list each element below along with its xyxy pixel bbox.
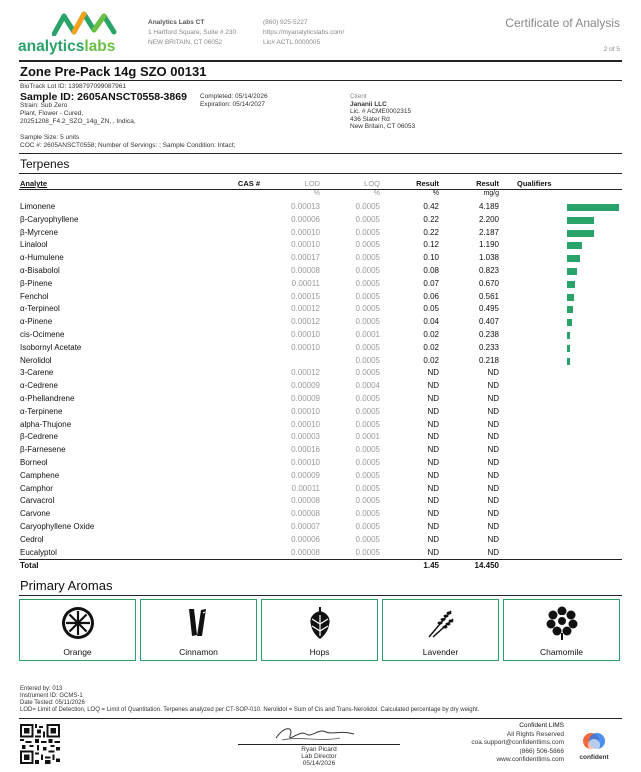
table-row [19, 419, 622, 432]
cell-result-mg: ND [487, 381, 499, 391]
header-lod: LOD [304, 179, 320, 188]
cell-loq: 0.0005 [355, 317, 380, 327]
signer-date: 05/14/2026 [302, 760, 336, 767]
aroma-label: Hops [309, 647, 330, 657]
cell-lod: 0.00012 [291, 368, 320, 378]
footer-divider [19, 718, 622, 719]
cell-result-pct: 0.12 [423, 240, 439, 250]
cell-loq: 0.0005 [355, 227, 380, 237]
cell-lod: 0.00008 [291, 547, 320, 557]
cell-result-mg: ND [487, 445, 499, 455]
cell-result-pct: ND [427, 521, 439, 531]
aroma-card-cinnamon [140, 599, 257, 661]
sample-conditions [20, 134, 235, 150]
qualifier-bar [567, 204, 619, 211]
total-mg: 14.450 [474, 561, 499, 571]
cell-result-mg: 0.233 [478, 342, 499, 352]
confident-logo [572, 730, 616, 764]
cell-result-pct: ND [427, 432, 439, 442]
unit-result-pct: % [432, 190, 439, 197]
qualifier-bar [567, 281, 575, 288]
cell-result-pct: ND [427, 534, 439, 544]
cell-result-pct: ND [427, 470, 439, 480]
header-result-mg: Result [476, 179, 499, 188]
cell-result-mg: 1.038 [478, 253, 499, 263]
qualifier-bar [567, 358, 570, 365]
cell-result-pct: ND [427, 547, 439, 557]
cell-loq: 0.0001 [355, 329, 380, 339]
cell-lod: 0.00009 [291, 393, 320, 403]
cell-lod: 0.00008 [291, 496, 320, 506]
cell-lod: 0.00010 [291, 240, 320, 250]
terpenes-table [19, 179, 622, 572]
cell-result-mg: ND [487, 509, 499, 519]
cell-loq: 0.0005 [355, 406, 380, 416]
confident-logo-icon [572, 730, 616, 754]
cell-loq: 0.0005 [355, 291, 380, 301]
cell-analyte: Borneol [20, 457, 48, 467]
cell-result-pct: 0.07 [423, 278, 439, 288]
cell-loq: 0.0005 [355, 278, 380, 288]
table-row [19, 316, 622, 329]
cell-loq: 0.0005 [355, 457, 380, 467]
cell-loq: 0.0005 [355, 470, 380, 480]
cell-result-mg: ND [487, 406, 499, 416]
client-address-2: New Britain, CT 06053 [350, 123, 416, 130]
aroma-card-chamomile [503, 599, 620, 661]
cell-result-mg: ND [487, 393, 499, 403]
test-dates [200, 93, 268, 109]
signer-block [238, 746, 400, 767]
cell-lod: 0.00011 [291, 278, 320, 288]
lims-phone: (866) 506-5866 [519, 747, 564, 755]
cell-loq: 0.0005 [355, 419, 380, 429]
expiration-date: Expiration: 05/14/2027 [200, 101, 266, 108]
cell-result-mg: 0.670 [478, 278, 499, 288]
cell-lod: 0.00009 [291, 470, 320, 480]
table-row [19, 291, 622, 304]
cell-loq: 0.0005 [355, 445, 380, 455]
cell-analyte: cis-Ocimene [20, 329, 65, 339]
table-row [19, 265, 622, 278]
cell-result-pct: ND [427, 496, 439, 506]
cell-result-mg: ND [487, 547, 499, 557]
section-divider [19, 153, 622, 154]
cell-result-mg: 0.823 [478, 265, 499, 275]
strain: Strain: Sub Zero [20, 102, 68, 109]
cell-result-pct: ND [427, 483, 439, 493]
cell-lod: 0.00010 [291, 457, 320, 467]
cell-result-mg: ND [487, 483, 499, 493]
terpenes-table-header [19, 179, 622, 190]
cell-analyte: Fenchol [20, 291, 49, 301]
qualifier-bar [567, 268, 577, 275]
lims-info [440, 722, 564, 765]
cell-result-pct: ND [427, 406, 439, 416]
qualifier-bar [567, 306, 573, 313]
aromas-section-title: Primary Aromas [20, 578, 113, 593]
sample-id: Sample ID: 2605ANSCT0558-3869 [20, 91, 187, 103]
cell-loq: 0.0001 [355, 432, 380, 442]
total-label: Total [20, 561, 39, 571]
coc-info: COC #: 2605ANSCT0558; Number of Servings: ; Sample Condition: Intact; [20, 142, 236, 149]
terpenes-title-underline [19, 173, 622, 174]
cell-loq: 0.0005 [355, 547, 380, 557]
cell-lod: 0.00009 [291, 381, 320, 391]
table-row [19, 393, 622, 406]
cell-analyte: β-Cedrene [20, 432, 58, 442]
cell-result-pct: ND [427, 509, 439, 519]
cell-result-pct: 0.06 [423, 291, 439, 301]
cell-result-mg: ND [487, 496, 499, 506]
lims-website-link[interactable]: www.confidentlims.com [496, 756, 564, 763]
cell-result-mg: 1.190 [478, 240, 499, 250]
cell-lod: 0.00010 [291, 342, 320, 352]
cell-result-mg: 2.187 [478, 227, 499, 237]
cell-result-pct: 0.04 [423, 317, 439, 327]
lab-name: Analytics Labs CT [148, 19, 205, 26]
cell-result-mg: 0.218 [478, 355, 499, 365]
table-row [19, 227, 622, 240]
qr-code-icon[interactable] [20, 724, 60, 764]
cell-result-pct: 0.02 [423, 342, 439, 352]
cell-lod: 0.00003 [291, 432, 320, 442]
cell-result-pct: 0.02 [423, 355, 439, 365]
cell-result-pct: 0.02 [423, 329, 439, 339]
cell-loq: 0.0005 [355, 509, 380, 519]
cell-lod: 0.00015 [291, 291, 320, 301]
lavender-icon [423, 605, 459, 641]
aroma-label: Lavender [422, 647, 459, 657]
aroma-card-orange [19, 599, 136, 661]
signature-icon [270, 722, 360, 746]
client-address-1: 436 Slater Rd [350, 115, 390, 123]
qualifier-bar [567, 217, 594, 224]
cell-result-mg: 2.200 [478, 214, 499, 224]
cell-analyte: α-Cedrene [20, 381, 58, 391]
table-row [19, 457, 622, 470]
lab-license: Lic# ACTL.0000005 [263, 39, 321, 46]
lims-rights: All Rights Reserved [506, 730, 564, 738]
product-type: Plant, Flower - Cured, [20, 110, 84, 117]
cell-result-pct: ND [427, 393, 439, 403]
cell-analyte: 3-Carene [20, 368, 54, 378]
cell-lod: 0.00010 [291, 419, 320, 429]
cinnamon-sticks-icon [181, 605, 217, 641]
cell-lod: 0.00011 [291, 483, 320, 493]
unit-loq: % [373, 190, 380, 197]
product-title: Zone Pre-Pack 14g SZO 00131 [20, 64, 207, 79]
qualifier-bar [567, 242, 582, 249]
cell-result-pct: 0.10 [423, 253, 439, 263]
cell-loq: 0.0005 [355, 240, 380, 250]
cell-analyte: Carvone [20, 509, 51, 519]
cell-analyte: Caryophyllene Oxide [20, 521, 95, 531]
cell-loq: 0.0005 [355, 304, 380, 314]
cell-result-mg: ND [487, 432, 499, 442]
table-row [19, 367, 622, 380]
cell-result-mg: ND [487, 368, 499, 378]
cell-analyte: α-Terpineol [20, 304, 60, 314]
cell-analyte: α-Terpinene [20, 406, 63, 416]
cell-result-mg: ND [487, 419, 499, 429]
date-tested: Date Tested: 05/11/2026 [20, 700, 85, 706]
qualifier-bar [567, 255, 580, 262]
qualifier-bar [567, 230, 594, 237]
cell-analyte: Eucalyptol [20, 547, 57, 557]
logo-text-analytics: analytics [18, 38, 85, 55]
cell-analyte: β-Farnesene [20, 445, 66, 455]
cell-lod: 0.00008 [291, 265, 320, 275]
table-row [19, 380, 622, 393]
client-info [350, 93, 415, 131]
cell-loq: 0.0005 [355, 265, 380, 275]
analytics-labs-logo [18, 10, 138, 60]
table-row [19, 547, 622, 560]
table-row [19, 252, 622, 265]
cell-lod: 0.00006 [291, 214, 320, 224]
cell-result-pct: 0.22 [423, 227, 439, 237]
lab-address-2: NEW BRITAIN, CT 06052 [148, 39, 223, 46]
table-row [19, 495, 622, 508]
cell-analyte: Nerolidol [20, 355, 52, 365]
cell-result-pct: 0.05 [423, 304, 439, 314]
lab-address-1: 1 Hartford Square, Suite # 230 [148, 29, 237, 36]
instrument-id: Instrument ID: GCMS-1 [20, 693, 83, 699]
cell-analyte: Camphor [20, 483, 53, 493]
cell-loq: 0.0005 [355, 214, 380, 224]
cell-result-pct: ND [427, 457, 439, 467]
table-row [19, 444, 622, 457]
cell-lod: 0.00010 [291, 227, 320, 237]
logo-text-labs: labs [84, 38, 116, 55]
cell-result-pct: ND [427, 445, 439, 455]
cell-lod: 0.00007 [291, 521, 320, 531]
cell-lod: 0.00017 [291, 253, 320, 263]
table-row [19, 521, 622, 534]
aroma-label: Chamomile [540, 647, 583, 657]
signer-title: Lab Director [301, 753, 337, 760]
cell-lod: 0.00012 [291, 317, 320, 327]
hops-icon [302, 605, 338, 641]
lims-email-link[interactable]: coa.support@confidentlims.com [471, 739, 564, 746]
cell-analyte: Camphene [20, 470, 60, 480]
cell-analyte: α-Humulene [20, 253, 64, 263]
lab-phone: (860) 925-5227 [263, 19, 308, 26]
cell-result-pct: ND [427, 419, 439, 429]
cell-loq: 0.0005 [355, 202, 380, 211]
cell-loq: 0.0005 [355, 483, 380, 493]
signature-line [238, 744, 400, 745]
completed-date: Completed: 05/14/2026 [200, 93, 268, 100]
header-divider [19, 60, 622, 62]
cell-analyte: Carvacrol [20, 496, 55, 506]
table-row [19, 239, 622, 252]
client-name: Jananii LLC [350, 100, 387, 108]
client-license: Lic. # ACME0002315 [350, 108, 412, 115]
table-row [19, 431, 622, 444]
cell-result-pct: 0.42 [423, 202, 439, 211]
cell-result-mg: 0.561 [478, 291, 499, 301]
lab-contact [263, 18, 344, 48]
table-row [19, 342, 622, 355]
cell-analyte: β-Pinene [20, 278, 53, 288]
cell-lod: 0.00010 [291, 329, 320, 339]
table-row [19, 201, 622, 214]
terpenes-total-row [19, 559, 622, 572]
header-result-pct: Result [416, 179, 439, 188]
signer-name: Ryan Picard [301, 746, 337, 753]
header-analyte: Analyte [20, 179, 48, 188]
chamomile-flower-icon [544, 605, 580, 641]
footer-notes [20, 686, 479, 714]
cell-result-mg: 0.407 [478, 317, 499, 327]
biotrack-lot-id: BioTrack Lot ID: 1398797099087961 [20, 83, 127, 90]
table-row [19, 303, 622, 316]
cell-lod: 0.00012 [291, 304, 320, 314]
cell-loq: 0.0005 [355, 342, 380, 352]
table-row [19, 508, 622, 521]
page-number: 2 of 5 [603, 46, 620, 53]
cell-analyte: alpha-Thujone [20, 419, 72, 429]
cell-analyte: β-Myrcene [20, 227, 58, 237]
cell-result-mg: ND [487, 470, 499, 480]
cell-analyte: Isobornyl Acetate [20, 342, 82, 352]
lab-info [148, 18, 236, 48]
sample-size: Sample Size: 5 units [20, 134, 80, 141]
cell-loq: 0.0004 [355, 381, 380, 391]
cell-lod: 0.00006 [291, 534, 320, 544]
aromas-grid [19, 599, 622, 661]
cell-analyte: Cedrol [20, 534, 44, 544]
cell-lod: 0.00013 [291, 202, 320, 211]
header-qualifiers: Qualifiers [517, 179, 552, 188]
aroma-card-hops [261, 599, 378, 661]
cell-loq: 0.0005 [355, 521, 380, 531]
cell-result-mg: 0.495 [478, 304, 499, 314]
table-row [19, 329, 622, 342]
qualifier-bar [567, 294, 574, 301]
document-title: Certificate of Analysis [505, 16, 620, 30]
confident-logo-text: confident [579, 754, 609, 761]
lab-website-link[interactable]: https://myanalyticslabs.com/ [263, 29, 345, 36]
cell-analyte: α-Pinene [20, 317, 53, 327]
unit-lod: % [313, 190, 320, 197]
aroma-card-lavender [382, 599, 499, 661]
table-row [19, 483, 622, 496]
table-row [19, 470, 622, 483]
table-row [19, 278, 622, 291]
cell-result-mg: 4.189 [478, 202, 499, 211]
logo-mark-icon [52, 10, 122, 36]
cell-result-mg: 0.238 [478, 329, 499, 339]
aroma-label: Cinnamon [179, 647, 218, 657]
cell-result-pct: 0.08 [423, 265, 439, 275]
cell-analyte: Limonene [20, 202, 56, 211]
cell-result-mg: ND [487, 534, 499, 544]
entered-by: Entered by: 013 [20, 686, 63, 692]
cell-result-mg: ND [487, 521, 499, 531]
table-row [19, 355, 622, 368]
cell-loq: 0.0005 [355, 496, 380, 506]
cell-loq: 0.0005 [355, 393, 380, 403]
cell-analyte: α-Bisabolol [20, 265, 60, 275]
cell-loq: 0.0005 [355, 355, 380, 365]
product-divider [19, 80, 622, 81]
client-label: Client [350, 93, 367, 100]
qualifier-bar [567, 319, 572, 326]
table-row [19, 406, 622, 419]
table-row [19, 534, 622, 547]
cell-result-mg: ND [487, 457, 499, 467]
cell-loq: 0.0005 [355, 368, 380, 378]
aroma-label: Orange [63, 647, 92, 657]
product-details [20, 102, 136, 126]
cell-analyte: Linalool [20, 240, 48, 250]
terpenes-table-body [19, 201, 622, 559]
cell-result-pct: ND [427, 368, 439, 378]
terpenes-units-row [19, 190, 622, 201]
cell-loq: 0.0005 [355, 534, 380, 544]
cell-loq: 0.0005 [355, 253, 380, 263]
cell-result-pct: 0.22 [423, 214, 439, 224]
cell-lod: 0.00016 [291, 445, 320, 455]
cell-result-pct: ND [427, 381, 439, 391]
header-loq: LOQ [364, 179, 380, 188]
cell-lod: 0.00008 [291, 509, 320, 519]
unit-result-mg: mg/g [483, 190, 499, 197]
qualifier-bar [567, 332, 570, 339]
method-note: LOD= Limit of Detection, LOQ = Limit of Quantitation. Terpenes analyzed per CT-SOP-010. Nerolidol = Sum of Cis and Trans-Nerolidol. Calculated percentage by dry weight. [20, 707, 480, 713]
cell-lod: 0.00010 [291, 406, 320, 416]
table-row [19, 214, 622, 227]
orange-slice-icon [60, 605, 96, 641]
header-cas: CAS # [237, 179, 260, 188]
cell-analyte: α-Phellandrene [20, 393, 75, 403]
terpenes-section-title: Terpenes [20, 157, 70, 171]
batch-info: 20251208_F4.2_SZO_14g_ZN, , Indica, [20, 118, 136, 125]
lims-name: Confident LIMS [519, 722, 564, 729]
cell-analyte: β-Caryophyllene [20, 214, 79, 224]
aromas-title-underline [19, 595, 622, 596]
qualifier-bar [567, 345, 570, 352]
total-pct: 1.45 [423, 561, 439, 571]
